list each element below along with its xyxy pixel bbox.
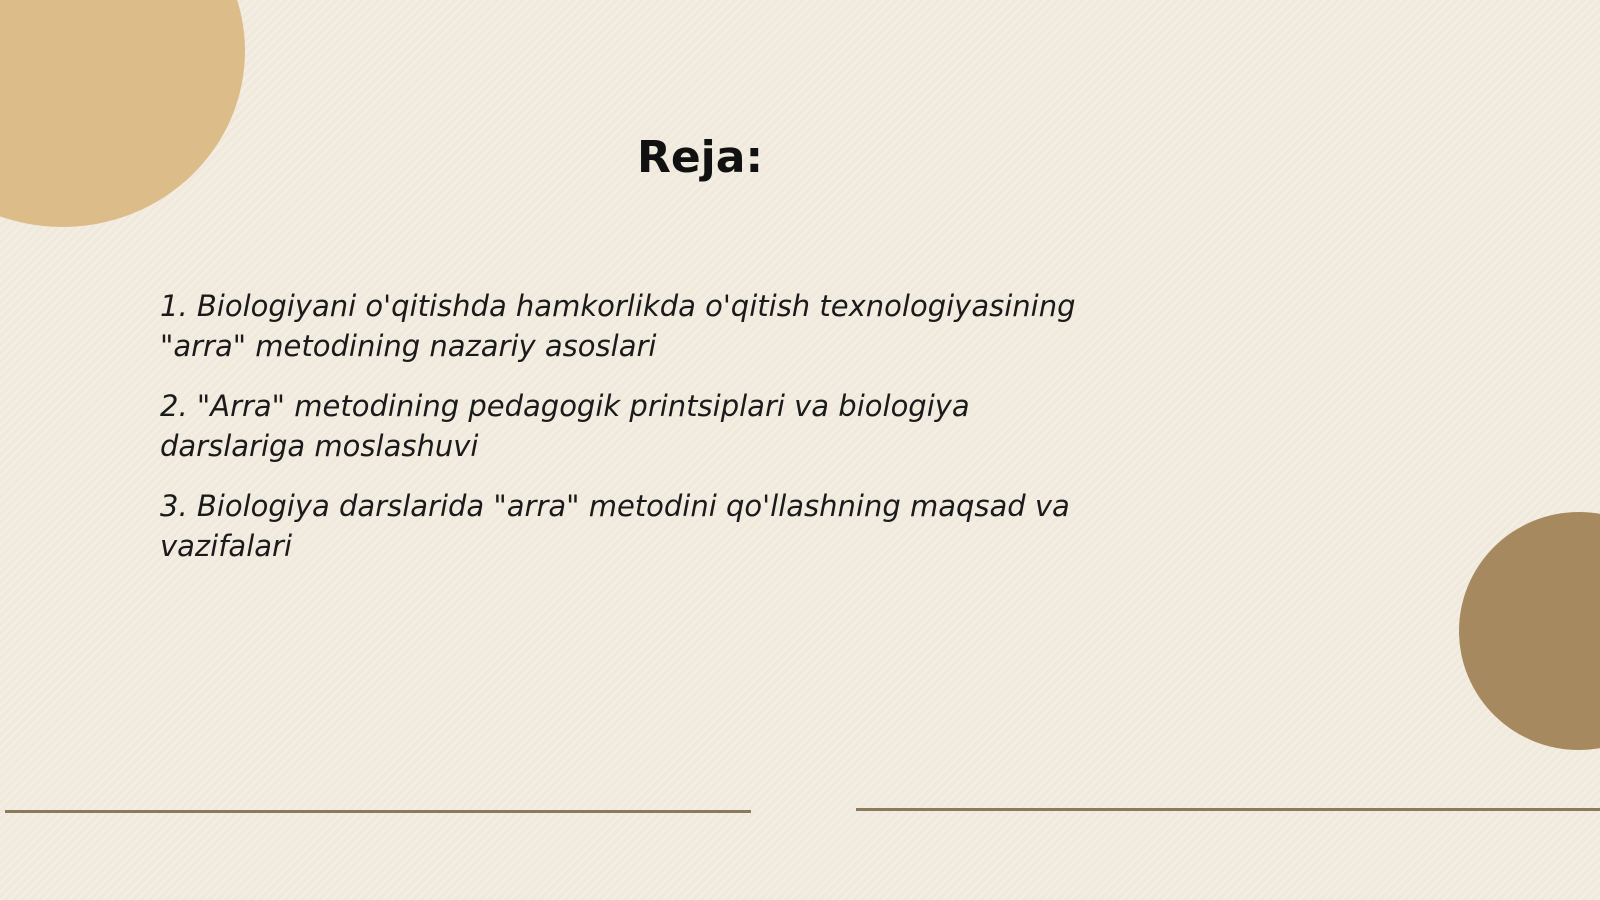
plan-list: [160, 286, 1120, 586]
plan-item-3: 3. Biologiya darslarida "arra" metodini qo'llashning maqsad va vazifalari: [160, 489, 1070, 563]
divider-line-right: [856, 808, 1600, 811]
decorative-circle-bottom-right: [1459, 512, 1600, 750]
decorative-circle-top-left: [0, 0, 245, 227]
divider-line-left: [5, 810, 751, 813]
slide-title: Reja:: [636, 132, 764, 183]
plan-item-1: 1. Biologiyani o'qitishda hamkorlikda o'qitish texnologiyasining "arra" metodining nazariy asoslari: [160, 289, 1076, 363]
plan-item-2: 2. "Arra" metodining pedagogik printsiplari va biologiya darslariga moslashuvi: [160, 389, 970, 463]
